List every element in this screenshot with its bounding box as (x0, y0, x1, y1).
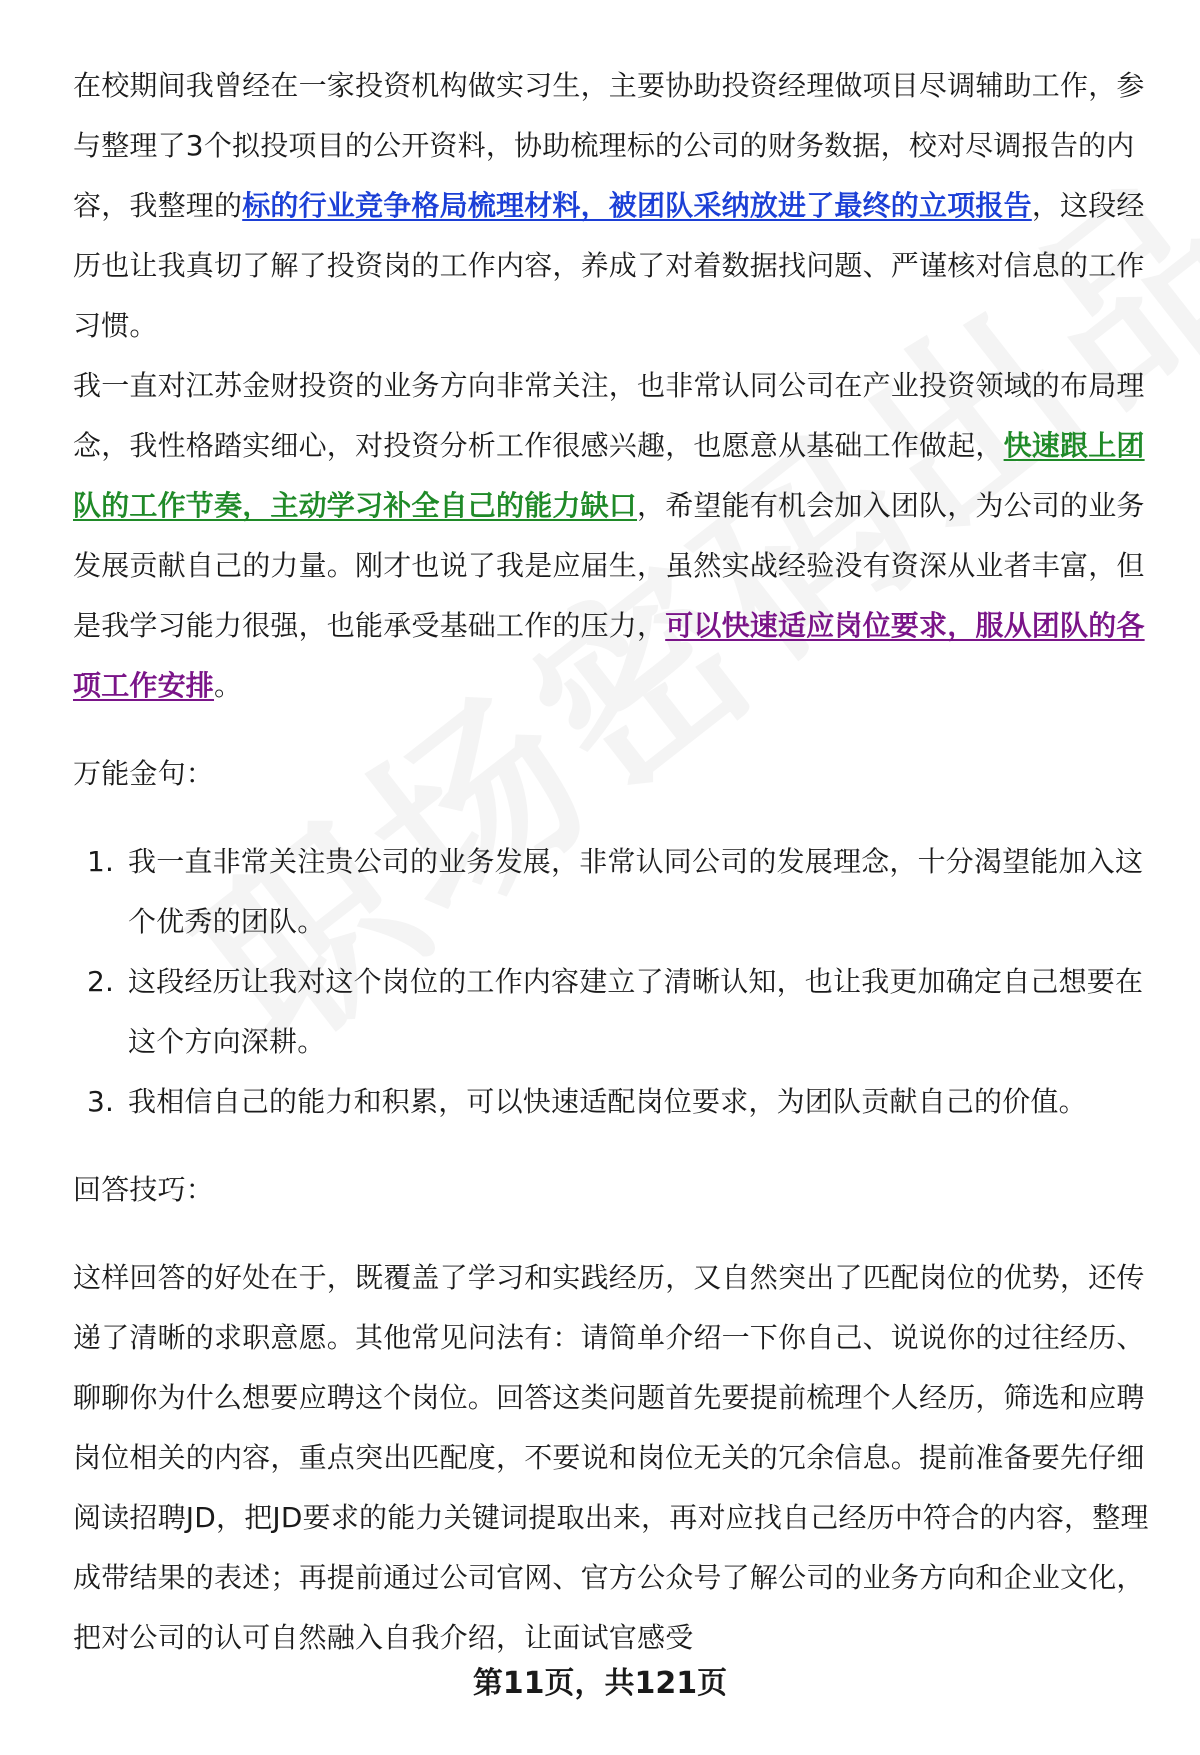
list-item-text: 我相信自己的能力和积累，可以快速适配岗位要求，为团队贡献自己的价值。 (128, 1085, 1087, 1118)
list-item-number: 1. (87, 845, 115, 878)
paragraph-motivation-text-middle: ，希望能有机会加入团队，为公司的业务发展贡献自己的力量。刚才也说了我是应届生，虽然实战经验没有资深从业者丰富，但是我学习能力很强，也能承受基础工作的压力， (73, 489, 1145, 642)
highlight-green: 快速跟上团队的工作节奏，主动学习补全自己的能力缺口 (73, 429, 1145, 522)
list-item-text: 我一直非常关注贵公司的业务发展，非常认同公司的发展理念，十分渴望能加入这个优秀的团队。 (128, 845, 1144, 938)
paragraph-internship-text-end: ，这段经历也让我真切了解了投资岗的工作内容，养成了对着数据找问题、严谨核对信息的工作习惯。 (73, 189, 1145, 342)
highlight-blue: 标的行业竞争格局梳理材料，被团队采纳放进了最终的立项报告 (242, 189, 1032, 222)
answer-tips-paragraph: 这样回答的好处在于，既覆盖了学习和实践经历，又自然突出了匹配岗位的优势，还传递了清晰的求职意愿。其他常见问法有：请简单介绍一下你自己、说说你的过往经历、聊聊你为什么想要应聘这个岗位。回答这类问题首先要提前梳理个人经历，筛选和应聘岗位相关的内容，重点突出匹配度，不要说和岗位无关的冗余信息。提前准备要先仔细阅读招聘JD，把JD要求的能力关键词提取出来，再对应找自己经历中符合的内容，整理成带结果的表述；再提前通过公司官网、官方公众号了解公司的业务方向和企业文化，把对公司的认可自然融入自我介绍，让面试官感受 (73, 1261, 1149, 1654)
paragraph-motivation-text: 我一直对江苏金财投资的业务方向非常关注，也非常认同公司在产业投资领域的布局理念，我性格踏实细心，对投资分析工作很感兴趣，也愿意从基础工作做起， (73, 369, 1145, 462)
paragraph-motivation (73, 356, 1153, 716)
list-item (73, 1072, 1153, 1132)
paragraph-internship-text: 在校期间我曾经在一家投资机构做实习生，主要协助投资经理做项目尽调辅助工作，参与整理了3个拟投项目的公开资料，协助梳理标的公司的财务数据，校对尽调报告的内容，我整理的 (73, 69, 1145, 222)
list-item-number: 2. (87, 965, 115, 998)
paragraph-motivation-text-end: 。 (214, 669, 243, 702)
list-item-text: 这段经历让我对这个岗位的工作内容建立了清晰认知，也让我更加确定自己想要在这个方向深耕。 (128, 965, 1144, 1058)
golden-sentences-list (73, 832, 1153, 1132)
page-number-footer: 第11页，共121页 (472, 1666, 728, 1701)
list-item-number: 3. (87, 1085, 115, 1118)
golden-sentences-heading: 万能金句： (73, 757, 215, 790)
list-item (73, 832, 1153, 952)
document-body (73, 56, 1153, 1668)
paragraph-internship (73, 56, 1153, 356)
list-item (73, 952, 1153, 1072)
answer-tips-heading: 回答技巧： (73, 1173, 215, 1206)
highlight-purple: 可以快速适应岗位要求，服从团队的各项工作安排 (73, 609, 1145, 702)
